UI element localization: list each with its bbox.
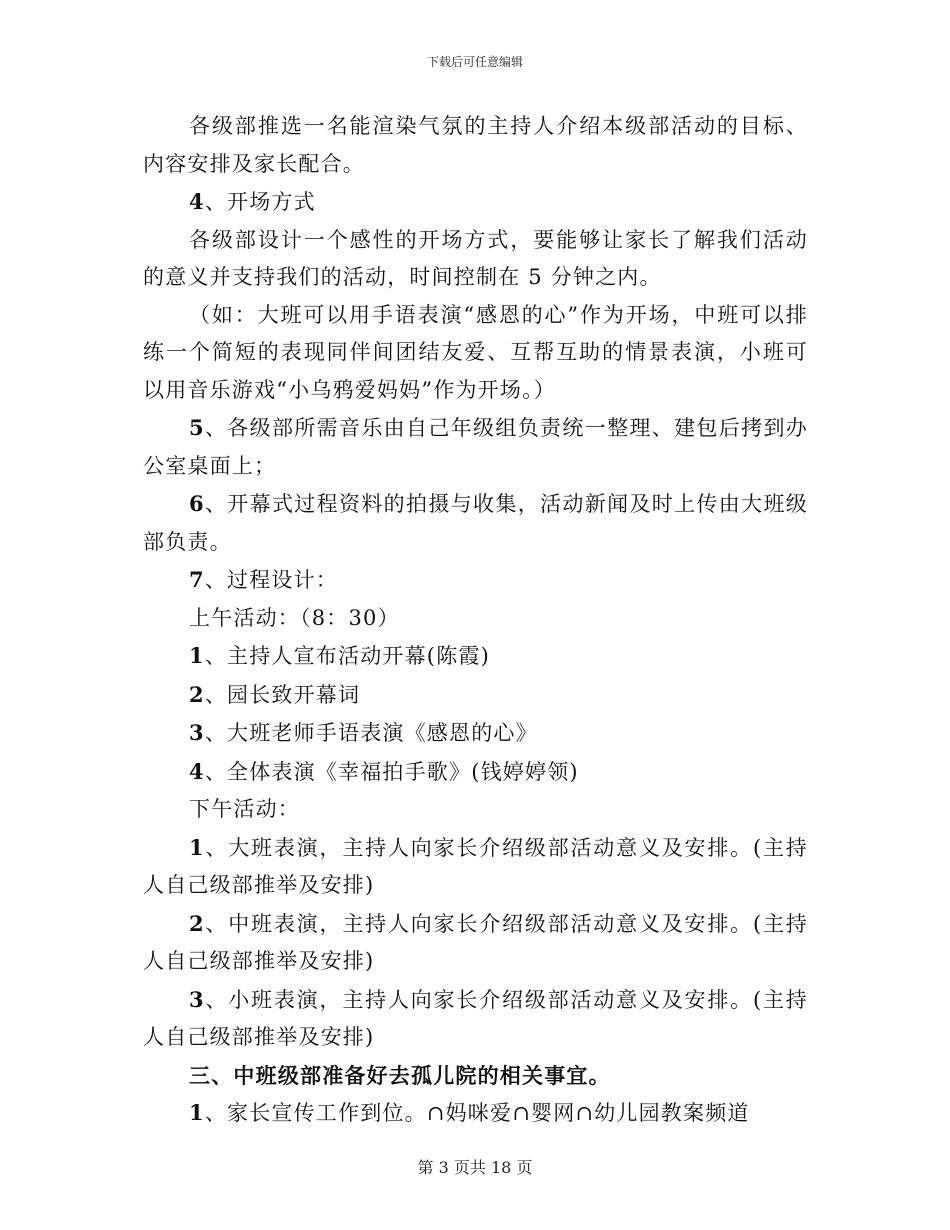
paragraph: 2、中班表演，主持人向家长介绍级部活动意义及安排。(主持人自己级部推举及安排): [143, 910, 808, 973]
paragraph: （如：大班可以用手语表演“感恩的心”作为开场，中班可以排练一个简短的表现同伴间团结友爱、互帮互助的情景表演，小班可以用音乐游戏“小乌鸦爱妈妈”作为开场。）: [143, 302, 808, 402]
paragraph: 5、各级部所需音乐由自己年级组负责统一整理、建包后拷到办公室桌面上；: [143, 415, 808, 478]
paragraph: 下午活动：: [189, 797, 300, 821]
paragraph: 1、家长宣传工作到位。∩妈咪爱∩婴网∩幼儿园教案频道: [189, 1100, 750, 1125]
paragraph: 1、大班表演，主持人向家长介绍级部活动意义及安排。(主持人自己级部推举及安排): [143, 834, 808, 897]
paragraph: 4、全体表演《幸福拍手歌》(钱婷婷领): [189, 758, 579, 784]
paragraph: 7、过程设计：: [189, 567, 339, 592]
page-header: 下载后可任意编辑: [426, 55, 523, 69]
paragraph: 3、大班老师手语表演《感恩的心》: [189, 720, 538, 745]
paragraph: 各级部推选一名能渲染气氛的主持人介绍本级部活动的目标、内容安排及家长配合。: [143, 114, 808, 176]
paragraph: 4、开场方式: [189, 189, 316, 214]
paragraph: 上午活动：（8：30）: [189, 605, 400, 630]
paragraph: 3、小班表演，主持人向家长介绍级部活动意义及安排。(主持人自己级部推举及安排): [143, 986, 808, 1049]
paragraph: 6、开幕式过程资料的拍摄与收集，活动新闻及时上传由大班级部负责。: [143, 491, 808, 554]
paragraph: 2、园长致开幕词: [189, 681, 361, 707]
paragraph: 1、主持人宣布活动开幕(陈霞): [189, 643, 490, 668]
section-heading: 三、中班级部准备好去孤儿院的相关事宜。: [189, 1062, 611, 1088]
paragraph: 各级部设计一个感性的开场方式，要能够让家长了解我们活动的意义并支持我们的活动，时间控制在 5 分钟之内。: [143, 227, 808, 289]
document-body: [143, 108, 808, 1133]
page-footer: 第 3 页共 18 页: [417, 1158, 533, 1177]
